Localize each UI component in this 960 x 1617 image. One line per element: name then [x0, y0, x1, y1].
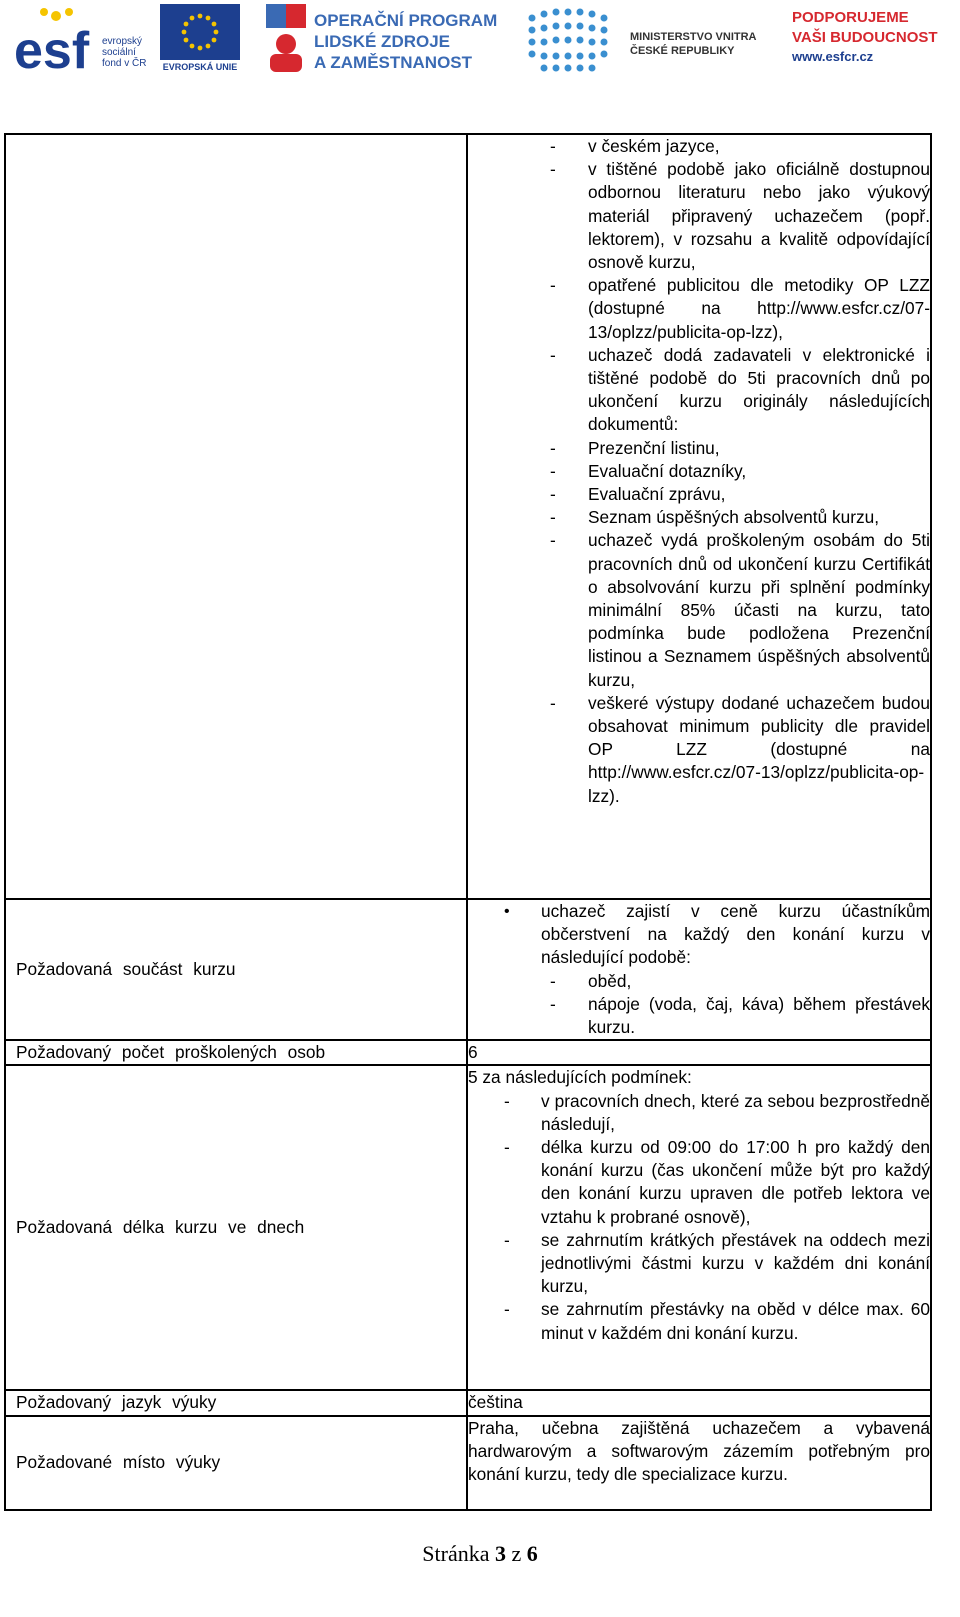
row-value: Praha, učebna zajištěná uchazečem a vybavená hardwarovým a softwarovým zázemím potřebným pro konání kurzu, tedy dle specializace kurzu.	[467, 1416, 931, 1510]
slogan-line-2: VAŠI BUDOUCNOST	[792, 29, 938, 46]
list-item: - Prezenční listinu,	[468, 437, 930, 460]
duration-conditions-list	[468, 1090, 930, 1345]
list-item: - se zahrnutím přestávky na oběd v délce max. 60 minut v každém dni konání kurzu.	[468, 1298, 930, 1344]
op-person-icon	[262, 4, 308, 74]
row-label: Požadované místo výuky	[5, 1416, 467, 1510]
continuation-list	[468, 135, 930, 808]
row-label: Požadovaný jazyk výuky	[5, 1390, 467, 1415]
list-item: - v českém jazyce,	[468, 135, 930, 158]
row-value	[467, 899, 931, 1040]
row-value	[467, 1065, 931, 1390]
op-title: OPERAČNÍ PROGRAM LIDSKÉ ZDROJE A ZAMĚSTNANOST	[314, 11, 498, 72]
slogan-line-1: PODPORUJEME	[792, 9, 909, 26]
op-lzz-logo	[262, 4, 502, 76]
page-total: 6	[526, 1541, 538, 1566]
table-row	[5, 1416, 931, 1510]
list-item: - veškeré výstupy dodané uchazečem budou obsahovat minimum publicity dle pravidel OP LZZ (dostupné na http://www.esfcr.cz/07-13/oplzz/publicita-op-lzz).	[468, 692, 930, 808]
slogan-logo	[792, 8, 957, 76]
row-label: Požadovaná součást kurzu	[5, 899, 467, 1040]
page-footer	[0, 1541, 960, 1567]
header-logos	[0, 0, 960, 90]
list-item: - Seznam úspěšných absolventů kurzu,	[468, 506, 930, 529]
duration-intro: 5 za následujících podmínek:	[468, 1067, 692, 1088]
ministry-name: MINISTERSTVO VNITRA ČESKÉ REPUBLIKY	[630, 31, 757, 57]
list-item: - Evaluační dotazníky,	[468, 460, 930, 483]
list-item: - uchazeč vydá proškoleným osobám do 5ti pracovních dnů od ukončení kurzu Certifikát o absolvování kurzu při splnění podmínky minimální 85% účasti na kurzu, tato podmínka bude podložena Prezenční listinou a Seznamem úspěšných absolventů kurzu,	[468, 529, 930, 691]
esf-logo-letters: esf	[14, 22, 90, 76]
list-item: - opatřené publicitou dle metodiky OP LZZ (dostupné na http://www.esfcr.cz/07-13/oplzz/publicita-op-lzz),	[468, 274, 930, 344]
list-item: - nápoje (voda, čaj, káva) během přestávek kurzu.	[468, 993, 930, 1039]
list-item: - délka kurzu od 09:00 do 17:00 h pro každý den konání kurzu (čas ukončení může být pro každý den konání kurzu upraven dle potřeb lektora ve vztahu k probrané osnově),	[468, 1136, 930, 1229]
table-row	[5, 1065, 931, 1390]
list-item: - Evaluační zprávu,	[468, 483, 930, 506]
page-number: 3	[494, 1541, 506, 1566]
eu-caption: EVROPSKÁ UNIE	[162, 62, 238, 72]
list-item: - uchazeč dodá zadavateli v elektronické i tištěné podobě do 5ti pracovních dnů po ukončení kurzu originály následujících dokumentů:	[468, 344, 930, 437]
page-of: z	[511, 1541, 522, 1566]
list-item: - v tištěné podobě jako oficiálně dostupnou odbornou literaturu nebo jako výukový materiál připravený uchazečem (popř. lektorem), v rozsahu a kvalitě odpovídající osnově kurzu,	[468, 158, 930, 274]
slogan-website: www.esfcr.cz	[792, 49, 874, 64]
table-row	[5, 1040, 931, 1065]
list-item: - se zahrnutím krátkých přestávek na oddech mezi jednotlivými částmi kurzu v každém dni konání kurzu,	[468, 1229, 930, 1299]
bullet-item: • uchazeč zajistí v ceně kurzu účastníkům občerstvení na každý den konání kurzu v následující podobě:	[468, 900, 930, 970]
table-cell-continuation	[467, 134, 931, 899]
esf-logo	[14, 4, 154, 76]
eu-flag-logo	[160, 4, 240, 76]
course-requirements-table	[4, 133, 932, 1511]
table-row	[5, 1390, 931, 1415]
row-value: 6	[467, 1040, 931, 1065]
row-value: čeština	[467, 1390, 931, 1415]
row-label: Požadovaný počet proškolených osob	[5, 1040, 467, 1065]
table-row	[5, 134, 931, 899]
table-row	[5, 899, 931, 1040]
list-item: - oběd,	[468, 970, 930, 993]
ministry-dots-icon	[524, 4, 620, 76]
table-cell-empty	[5, 134, 467, 899]
ministry-logo	[524, 4, 774, 76]
list-item: - v pracovních dnech, které za sebou bezprostředně následují,	[468, 1090, 930, 1136]
page-label: Stránka	[422, 1541, 490, 1566]
esf-caption: evropský sociální fond v ČR	[102, 36, 147, 69]
row-label: Požadovaná délka kurzu ve dnech	[5, 1065, 467, 1390]
esf-logo-graphic	[14, 4, 104, 76]
refreshment-list	[468, 970, 930, 1040]
eu-flag-icon	[160, 4, 240, 60]
